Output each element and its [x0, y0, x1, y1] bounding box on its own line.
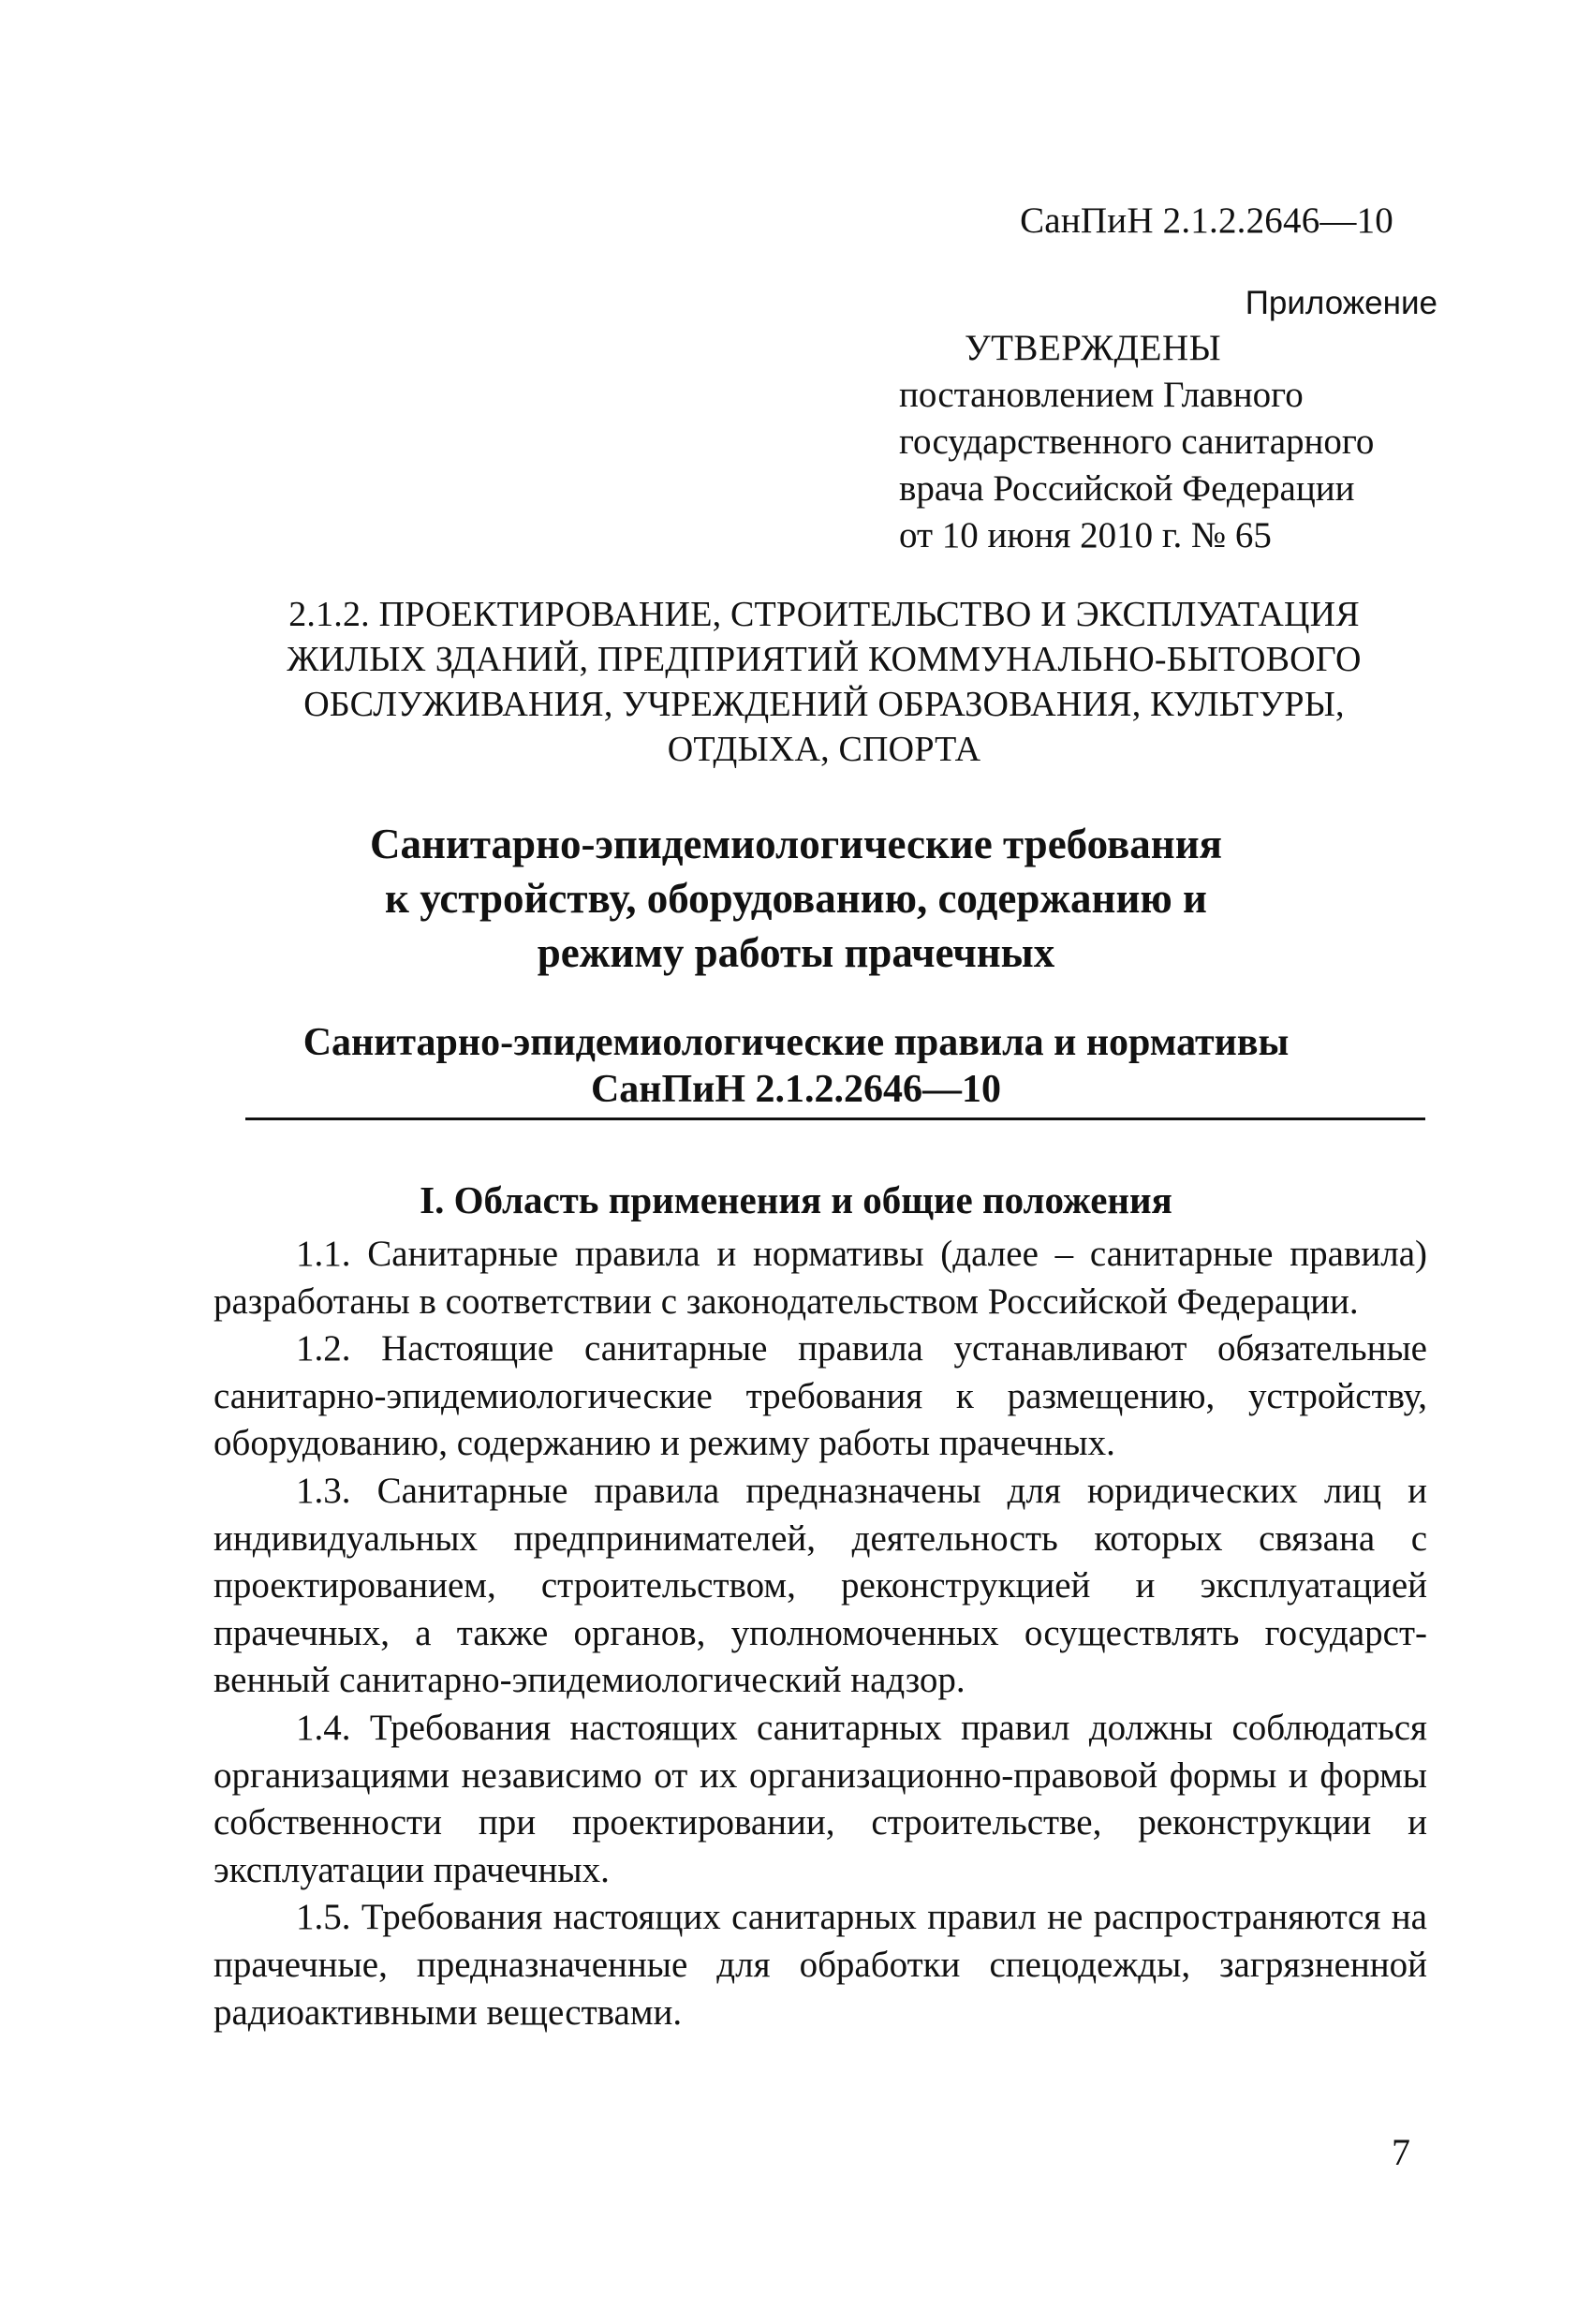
document-code: СанПиН 2.1.2.2646—10: [1020, 200, 1393, 241]
approval-block: [899, 325, 1461, 559]
page-number: 7: [1392, 2131, 1410, 2173]
horizontal-divider: [245, 1118, 1425, 1120]
section-heading-line: ОБСЛУЖИВАНИЯ, УЧРЕЖДЕНИЙ ОБРАЗОВАНИЯ, КУЛЬТУРЫ,: [303, 685, 1345, 724]
document-title-line: режиму работы прачечных: [537, 929, 1055, 976]
paragraph-1-5: 1.5. Требования настоящих санитарных правил не распространяются на прачечные, предназначенные для обработки спецодежды, загрязненной радиоактивными веществами.: [214, 1897, 1427, 2033]
paragraph-1-4: 1.4. Требования настоящих санитарных правил должны соблюдаться организациями независимо от их организационно-правовой формы и формы собственности при проектировании, строительстве, реконструкции и эксплуатации прачечных.: [214, 1707, 1427, 1890]
chapter-title: I. Область применения и общие положения: [420, 1178, 1172, 1221]
approval-line: постановлением Главного: [899, 375, 1304, 415]
section-heading-line: ЖИЛЫХ ЗДАНИЙ, ПРЕДПРИЯТИЙ КОММУНАЛЬНО-БЫТОВОГО: [287, 640, 1362, 679]
appendix-label: Приложение: [1245, 285, 1437, 321]
document-title-line: Санитарно-эпидемиологические требования: [370, 821, 1222, 867]
document-title: [187, 817, 1405, 980]
paragraph-1-3: 1.3. Санитарные правила предназначены для юридических лиц и индивидуальных предпринимателей, деятельность которых связана с проектированием, строительством, реконструкцией и эксплуатацией прачечных, а также органов, уполномоченных осуществлять государственный санитарно-эпидемиологический надзор.: [214, 1470, 1427, 1701]
section-heading-line: ОТДЫХА, СПОРТА: [667, 730, 981, 769]
paragraph-1-2: 1.2. Настоящие санитарные правила устанавливают обязательные санитарно-эпидемиологические требования к размещению, устройству, оборудованию, содержанию и режиму работы прачечных.: [214, 1328, 1427, 1464]
approval-title: УТВЕРЖДЕНЫ: [965, 328, 1222, 368]
section-heading: [169, 592, 1480, 772]
rules-title-line: СанПиН 2.1.2.2646—10: [590, 1068, 1002, 1111]
section-heading-line: 2.1.2. ПРОЕКТИРОВАНИЕ, СТРОИТЕЛЬСТВО И ЭКСПЛУАТАЦИЯ: [288, 595, 1360, 634]
approval-line: врача Российской Федерации: [899, 468, 1355, 509]
chapter-body: [214, 1231, 1427, 2036]
rules-title-line: Санитарно-эпидемиологические правила и нормативы: [302, 1021, 1290, 1064]
paragraph-1-1: 1.1. Санитарные правила и нормативы (далее – санитарные правила) разработаны в соответствии с законодательством Российской Федерации.: [214, 1234, 1427, 1322]
approval-line: от 10 июня 2010 г. № 65: [899, 515, 1272, 555]
rules-title: [187, 1019, 1405, 1113]
approval-line: государственного санитарного: [899, 422, 1375, 462]
document-title-line: к устройству, оборудованию, содержанию и: [385, 875, 1207, 922]
